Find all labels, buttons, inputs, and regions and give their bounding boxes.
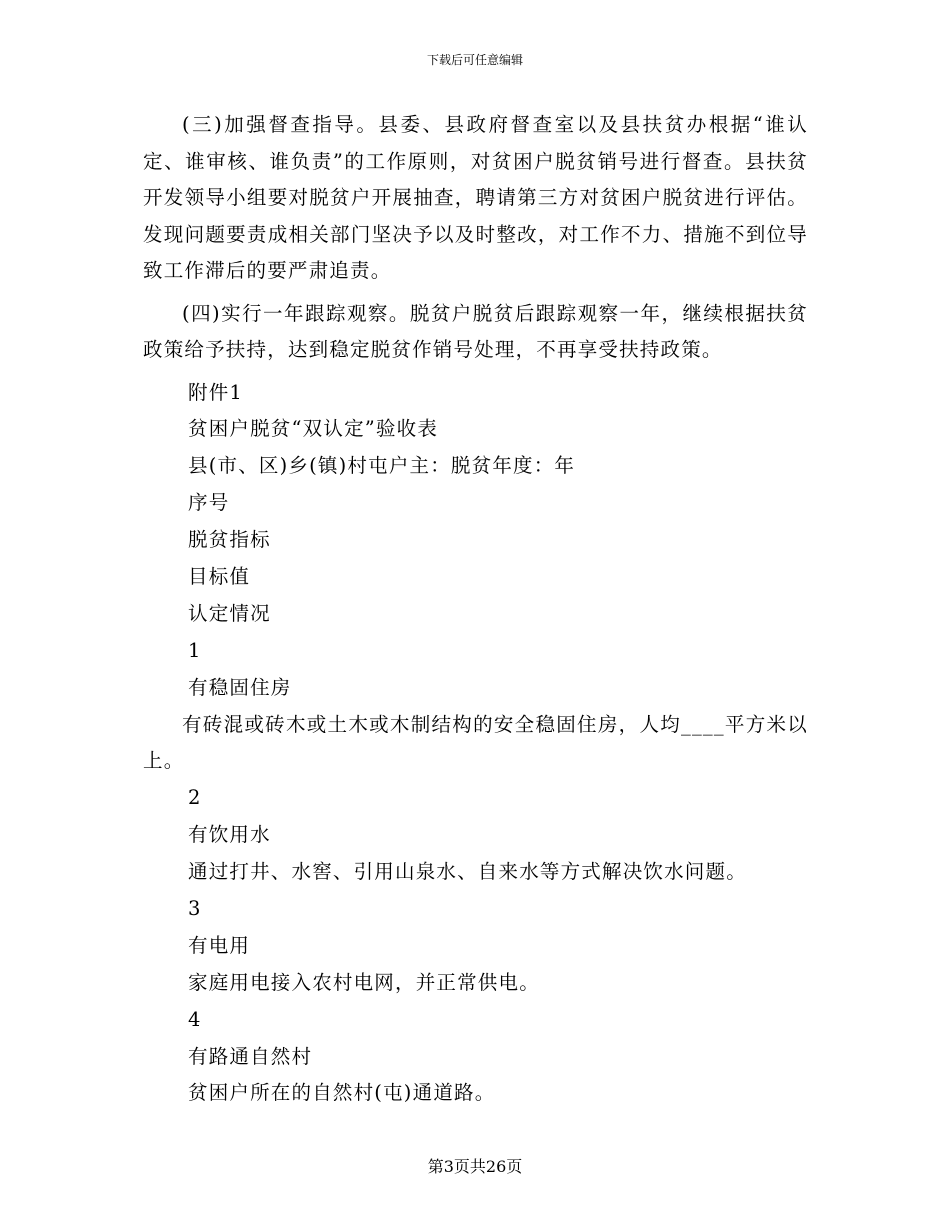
annex-label: 附件1 xyxy=(188,380,244,404)
paragraph-tracking: (四)实行一年跟踪观察。脱贫户脱贫后跟踪观察一年，继续根据扶贫政策给予扶持，达到稳定脱贫作销号处理，不再享受扶持政策。 xyxy=(143,301,808,361)
row-2-no: 2 xyxy=(188,786,202,810)
row-1-indicator: 有稳固住房 xyxy=(188,675,292,699)
table-header-target: 目标值 xyxy=(188,564,251,588)
row-4-indicator: 有路通自然村 xyxy=(188,1044,313,1068)
paragraph-supervision: (三)加强督查指导。县委、县政府督查室以及县扶贫办根据“谁认定、谁审核、谁负责”的工作原则，对贫困户脱贫销号进行督查。县扶贫开发领导小组要对脱贫户开展抽查，聘请第三方对贫困户脱贫进行评估。发现问题要责成相关部门坚决予以及时整改，对工作不力、措施不到位导致工作滞后的要严肃追责。 xyxy=(143,113,808,282)
page-number-footer: 第3页共26页 xyxy=(427,1157,523,1176)
table-header-status: 认定情况 xyxy=(188,601,271,625)
table-header-no: 序号 xyxy=(188,491,230,515)
row-3-target: 家庭用电接入农村电网，并正常供电。 xyxy=(188,970,540,994)
row-3-no: 3 xyxy=(188,897,202,920)
document-body xyxy=(143,107,808,1112)
row-4-no: 4 xyxy=(188,1007,202,1031)
row-2-indicator: 有饮用水 xyxy=(188,823,271,847)
table-header-indicator: 脱贫指标 xyxy=(188,528,271,552)
row-2-target: 通过打井、水窖、引用山泉水、自来水等方式解决饮水问题。 xyxy=(188,860,747,884)
annex-title: 贫困户脱贫“双认定”验收表 xyxy=(188,417,439,441)
row-3-indicator: 有电用 xyxy=(188,933,251,957)
annex-subtitle: 县(市、区)乡(镇)村屯户主：脱贫年度：年 xyxy=(188,454,576,478)
row-1-target: 有砖混或砖木或土木或木制结构的安全稳固住房，人均____平方米以上。 xyxy=(143,712,808,773)
page-header-note: 下载后可任意编辑 xyxy=(426,53,523,67)
row-1-no: 1 xyxy=(188,638,202,662)
row-4-target: 贫困户所在的自然村(屯)通道路。 xyxy=(188,1081,496,1105)
